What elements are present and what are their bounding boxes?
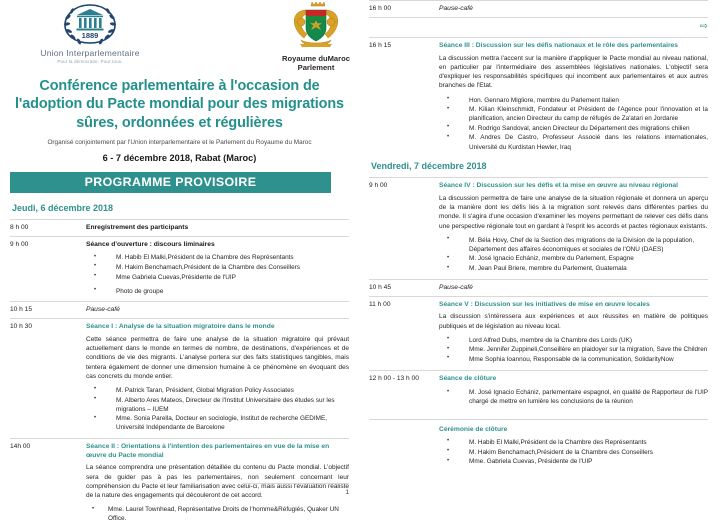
row-time: 16 h 15 [369,38,439,158]
row-time: 9 h 00 [369,178,439,279]
conference-title: Conférence parlementaire à l'occasion de l'adoption du Pacte mondial pour des migrations sûres, ordonnées et régulières [15,78,344,131]
list-item: • M. Jean Paul Briere, membre du Parlement, Guatemala [439,264,708,273]
row-title: Séance d'ouverture : discours liminaires [86,241,215,249]
list-item: • Mme Gabriela Cuevas,Présidente de l'UIP [86,273,349,282]
morocco-logo-line2: Parlement [297,63,335,73]
row-body [439,18,708,38]
row-title: Enregistrement des participants [86,224,189,232]
row-body [439,296,708,370]
session-description: Cette séance permettra de faire une analyse de la situation migratoire qui prévaut actuellement dans le monde en termes de nombre, de destinations, d'expériences et de conditions de vie des migrants. L'analyse portera sur des faits statistiques tangibles, mais tentera également de donner une dimension humaine à ce phénomène en évoquant des cas concrets du monde entier. [86,335,349,380]
day-heading-thursday: Jeudi, 6 décembre 2018 [12,203,114,214]
session-description: La discussion mettra l'accent sur la manière d'appliquer le Pacte mondial au niveau national, en particulier par l'intermédiaire des assemblées législatives nationales. L'objectif sera d'expliquer les responsabilités spécifiques qui incombent aux parlementaires et aux autres branches de l'Etat. [439,54,708,90]
closing-separator [369,419,708,420]
morocco-logo-line1: Royaume duMaroc [282,54,350,63]
list-item: • M. Béla Hovy, Chef de la Section des migrations de la Division de la population, Département des affaires économiques et sociales de l'ONU (DAES) [439,236,708,254]
table-row [369,370,708,412]
row-body [86,319,349,439]
session-description: La séance comprendra une présentation détaillée du contenu du Pacte mondial. L'objectif sera de guider pas à pas les parlementaires, non seulement concernant leur compréhension du Pacte et leur familiarisation avec celui-ci, mais aussi l'évaluation réaliste de la nature des engagements qui découleront de cet accord. [86,464,349,500]
list-item: • Mme. Laurel Townhead, Représentative Droits de l'homme&Réfugiés, Quaker UN Office. [86,505,349,523]
speaker-list [86,386,349,432]
page-footer-rule [243,483,349,484]
session-title: Séance II : Orientations à l'intention des parlementaires en vue de la mise en œuvre du Pacte mondial [86,442,330,459]
list-item: • Hon. Gennaro Migliore, membre du Parlement Italien [439,96,708,105]
row-body [86,220,349,237]
row-time: 12 h 00 - 13 h 00 [369,370,439,412]
row-time: 10 h 45 [369,279,439,296]
speaker-list [439,438,708,466]
row-time: 10 h 15 [10,302,86,319]
row-time: 9 h 00 [10,237,86,302]
list-item: • M. Alberto Ares Mateos, Directeur de l'Institut Universitaire des études sur les migrations – IUEM [86,396,349,414]
table-row [369,1,708,18]
organised-by-line: Organisé conjointement par l'Union interparlementaire et le Parlement du Royaume du Maroc [47,139,312,147]
list-item: • Mme Sophia Ioannou, Responsable de la communication, SolidarityNow [439,355,708,364]
morocco-logo [268,0,364,73]
list-item: • M. Habib El Malki,Président de la Chambre des Représentants [86,253,349,262]
list-item: • M. Rodrigo Sandoval, ancien Directeur du Département des migrations chilien [439,124,708,133]
row-body [86,237,349,302]
list-item: • M. Hakim Benchamach,Président de la Chambre des Conseillers [86,263,349,272]
list-item: • Mme. Jennifer Zuppineli,Conseillère en plaidoyer sur la migration, Save the Children [439,345,708,354]
day-heading-friday: Vendredi, 7 décembre 2018 [371,161,487,172]
row-time: 10 h 30 [10,319,86,439]
row-body [439,178,708,279]
table-row-arrow [369,18,708,38]
speaker-list [439,388,708,406]
session-title: Séance III : Discussion sur les défis nationaux et le rôle des parlementaires [439,42,678,49]
morocco-coat-of-arms-icon [268,0,364,53]
list-item: • M. José Ignacio Echániz, parlementaire espagnol, en qualité de Rapporteur de l'UIP chargé de mettre en lumière les conclusions de la réunion [439,388,708,406]
row-time: 14h 00 [10,438,86,528]
uip-logo-tagline: Pour la démocratie. Pour tous. [57,59,123,64]
list-item: • M. José Ignacio Echániz, membre du Parlement, Espagne [439,254,708,263]
logo-header [10,0,349,72]
list-item: • M. Andres De Castro, Professeur Associé dans les relations internationales, Université du Kurdistan Hewler, Iraq [439,133,708,151]
speaker-list [439,236,708,273]
table-row [369,296,708,370]
right-page-column [361,0,722,508]
list-item: • M. Hakim Benchamach,Président de la Chambre des Conseillers [439,448,708,457]
speaker-list [439,336,708,364]
list-item: • Lord Alfred Dubs, membre de la Chambre des Lords (UK) [439,336,708,345]
table-row [369,38,708,158]
left-page-column [0,0,361,523]
agenda-table-day2 [369,177,708,412]
list-item: • Mme. Sonia Parella, Docteur en sociologie, Institut de recherche GEDIME, Université Indépendante de Barcelone [86,414,349,432]
row-body [86,302,349,319]
row-time: 16 h 00 [369,1,439,18]
table-row [369,279,708,296]
uip-logo-year: 1889 [81,31,99,40]
uip-emblem-icon [59,2,121,46]
list-item: • M. Patrick Taran, Président, Global Migration Policy Associates [86,386,349,395]
conference-dates-location: 6 - 7 décembre 2018, Rabat (Maroc) [102,153,257,164]
row-time: 11 h 00 [369,296,439,370]
row-title: Pause-café [439,5,473,12]
session-title: Séance V : Discussion sur les initiatives de mise en œuvre locales [439,300,650,308]
session-description: La discussion s'intéressera aux expériences et aux réussites en matière de politiques publiques et de législation au niveau local. [439,313,708,330]
row-body [439,370,708,412]
arrow-right-icon[interactable]: ⇨ [699,21,708,32]
row-body [439,38,708,158]
row-title: Pause-café [86,306,120,314]
list-item: • M. Kilian Kleinschmidt, Fondateur et Président de l'Agence pour l'innovation et la planification, ancien Directeur du camp de réfugés de Za'atari en Jordanie [439,105,708,123]
session-description: La discussion permettra de faire une analyse de la situation régionale et donnera un aperçu de la manière dont les défis liés à la migration sont relevés dans différentes parties du monde. Il s'agira d'une occasion d'examiner les moyens permettant de relever ces défis dans une perspective régionale tout en gardant à l'esprit les accords et pactes régionaux existants. [439,194,708,230]
list-item: • M. Habib El Malki,Président de la Chambre des Représentants [439,438,708,447]
session-title: Séance IV : Discussion sur les défis et la mise en œuvre au niveau régional [439,182,678,190]
table-row [10,319,349,439]
speaker-list [439,96,708,152]
uip-logo [32,2,148,64]
row-time: 8 h 00 [10,220,86,237]
closing-ceremony-title: Cérémonie de clôture [439,425,508,433]
morocco-logo-name [268,54,364,73]
closing-ceremony-block [369,426,708,466]
list-item: • Mme. Gabriela Cuevas, Présidente de l'UIP [439,457,708,466]
table-row [10,302,349,319]
table-row [369,178,708,279]
speaker-list [86,253,349,295]
table-row [10,220,349,237]
page-number: 1 [345,489,349,496]
row-time [369,18,439,38]
list-item: • Photo de groupe [86,287,349,296]
row-body [439,1,708,18]
session-title: Séance de clôture [439,374,497,382]
row-title: Pause-café [439,283,473,291]
programme-banner: PROGRAMME PROVISOIRE [10,172,331,193]
session-title: Séance I : Analyse de la situation migratoire dans le monde [86,323,275,331]
agenda-table-day1-cont [369,0,708,157]
row-body [439,279,708,296]
uip-logo-name: Union Interparlementaire [40,48,140,58]
table-row [10,237,349,302]
